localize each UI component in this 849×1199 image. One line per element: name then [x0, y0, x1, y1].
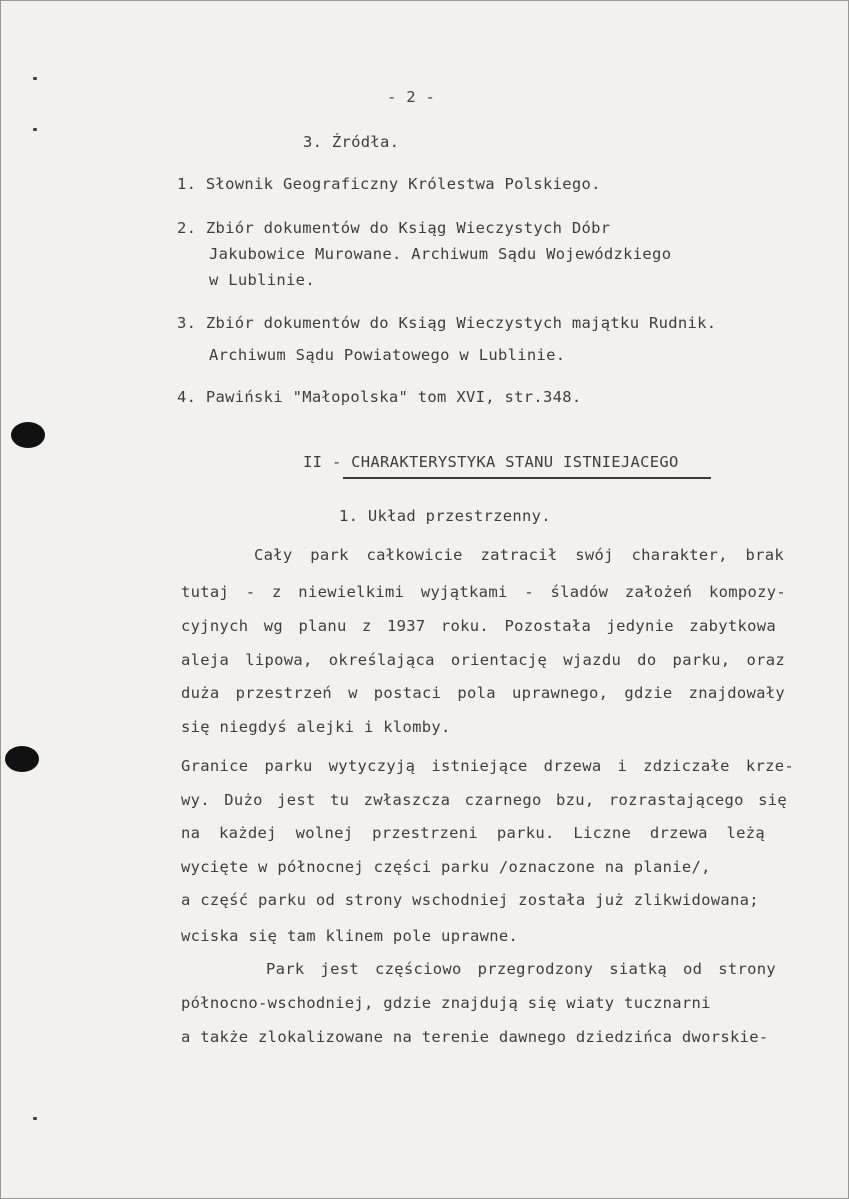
body-line: cyjnych wg planu z 1937 roku. Pozostała jedynie zabytkowa — [181, 617, 776, 635]
source-item-3-line-2: Archiwum Sądu Powiatowego w Lublinie. — [209, 346, 566, 364]
margin-mark — [33, 128, 37, 131]
page-number: - 2 - — [387, 88, 436, 106]
body-line: Park jest częściowo przegrodzony siatką od strony — [266, 960, 776, 978]
body-line: wy. Dużo jest tu zwłaszcza czarnego bzu, rozrastającego się — [181, 791, 787, 809]
margin-mark — [33, 1117, 37, 1120]
source-item-2-line-1: 2. Zbiór dokumentów do Ksiąg Wieczystych Dóbr — [177, 219, 611, 237]
punch-hole — [11, 422, 45, 448]
body-line: Granice parku wytyczyją istniejące drzewa i zdziczałe krze- — [181, 757, 794, 775]
source-item-2-line-2: Jakubowice Murowane. Archiwum Sądu Wojewódzkiego — [209, 245, 672, 263]
source-item-4-line-1: 4. Pawiński "Małopolska" tom XVI, str.348. — [177, 388, 582, 406]
punch-hole — [5, 746, 39, 772]
chapter-heading: II - CHARAKTERYSTYKA STANU ISTNIEJACEGO — [303, 453, 679, 471]
section-heading: 3. Źródła. — [303, 133, 400, 151]
body-line: wciska się tam klinem pole uprawne. — [181, 927, 519, 945]
body-line: tutaj - z niewielkimi wyjątkami - śladów założeń kompozy- — [181, 583, 786, 601]
body-line: a część parku od strony wschodniej została już zlikwidowana; — [181, 891, 759, 909]
body-line: się niegdyś alejki i klomby. — [181, 718, 451, 736]
body-line: aleja lipowa, określająca orientację wjazdu do parku, oraz — [181, 651, 785, 669]
body-line: a także zlokalizowane na terenie dawnego dziedzińca dworskie- — [181, 1028, 769, 1046]
subheading: 1. Układ przestrzenny. — [339, 507, 551, 525]
chapter-heading-underline — [343, 477, 711, 479]
source-item-2-line-3: w Lublinie. — [209, 271, 315, 289]
source-item-3-line-1: 3. Zbiór dokumentów do Ksiąg Wieczystych majątku Rudnik. — [177, 314, 717, 332]
body-line: na każdej wolnej przestrzeni parku. Liczne drzewa leżą — [181, 824, 765, 842]
body-line: Cały park całkowicie zatracił swój charakter, brak — [254, 546, 784, 564]
body-line: wycięte w północnej części parku /oznaczone na planie/, — [181, 858, 711, 876]
margin-mark — [33, 77, 37, 80]
source-item-1-line-1: 1. Słownik Geograficzny Królestwa Polskiego. — [177, 175, 601, 193]
body-line: północno-wschodniej, gdzie znajdują się wiaty tucznarni — [181, 994, 711, 1012]
body-line: duża przestrzeń w postaci pola uprawnego, gdzie znajdowały — [181, 684, 785, 702]
